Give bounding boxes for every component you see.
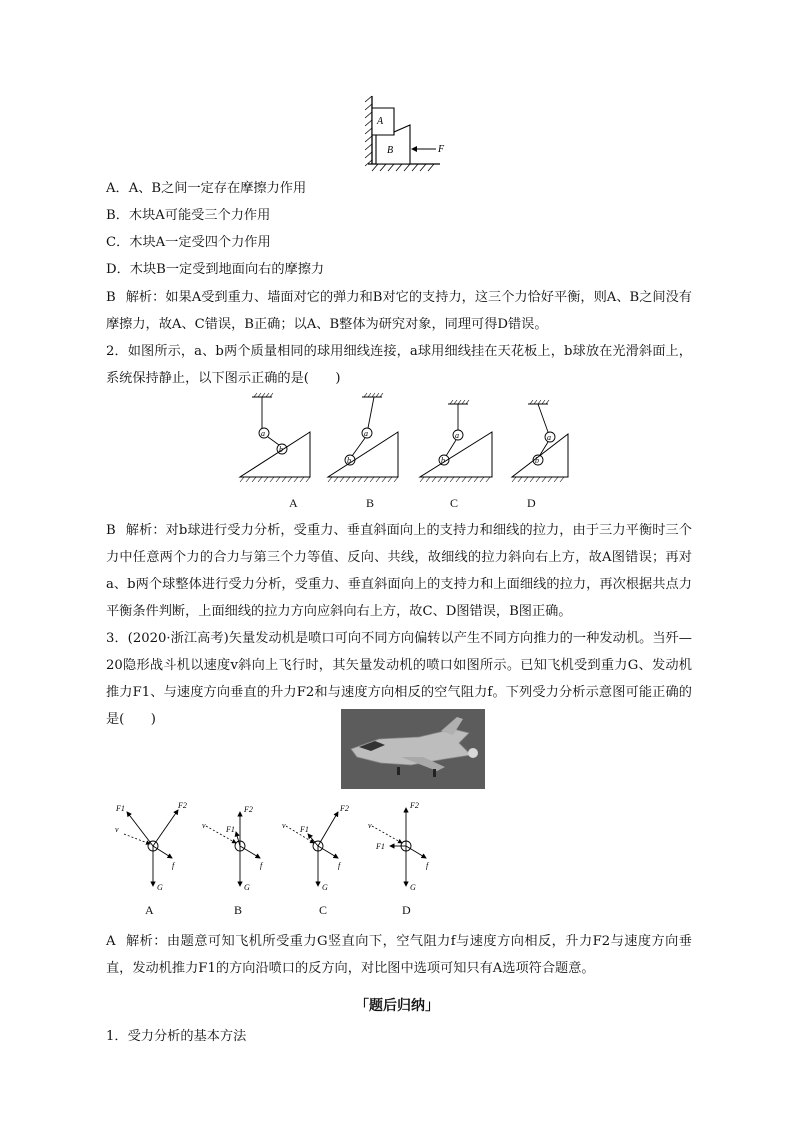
svg-text:a: a xyxy=(547,433,551,442)
q1-label-a: A xyxy=(377,116,384,127)
q3-answer: A xyxy=(106,934,116,949)
q3-force-diagrams xyxy=(110,798,450,898)
q2-figure-b xyxy=(328,393,398,482)
svg-text:v: v xyxy=(368,821,372,830)
svg-text:a: a xyxy=(455,431,459,440)
q2-figure-c xyxy=(420,400,492,482)
q2-label-a: A xyxy=(289,496,298,510)
q1-label-f: F xyxy=(438,144,445,155)
svg-text:f: f xyxy=(172,861,175,870)
q2-label-b: B xyxy=(366,496,375,510)
q1-option-a: A．A、B之间一定存在摩擦力作用 xyxy=(106,181,307,196)
q3-stem: 3．(2020·浙江高考)矢量发动机是喷口可向不同方向偏转以产生不同方向推力的一种发动机。当歼—20隐形战斗机以速度v斜向上飞行时，其矢量发动机的喷口如图所示。已知飞机受到重力G、发动机推力F1、与速度方向垂直的升力F2和与速度方向相反的空气阻力f。下列受力分析示意图可能正确的是( ) xyxy=(106,631,692,727)
q2-figure-d xyxy=(512,400,568,482)
svg-text:f: f xyxy=(426,861,429,870)
q3-diagram-c xyxy=(282,804,349,892)
q2-analysis xyxy=(106,517,692,625)
svg-text:F1: F1 xyxy=(376,842,385,851)
q1-analysis-text: 解析：如果A受到重力、墙面对它的弹力和B对它的支持力，这三个力恰好平衡，则A、B之间没有摩擦力，故A、C错误，B正确；以A、B整体为研究对象，同理可得D错误。 xyxy=(106,290,692,332)
q2-answer: B xyxy=(106,523,116,538)
q3-diagram-b xyxy=(202,805,264,892)
q1-label-b: B xyxy=(387,145,394,156)
q2-analysis-text: 解析：对b球进行受力分析，受重力、垂直斜面向上的支持力和细线的拉力，由于三力平衡时三个力中任意两个力的合力与第三个力等值、反向、共线，故细线的拉力斜向右上方，故A图错误；再对a、b两个球整体进行受力分析，受重力、垂直斜面向上的支持力和上面细线的拉力，再次根据共点力平衡条件判断，上面细线的拉力方向应斜向右上方，故C、D图错误，B图正确。 xyxy=(106,523,692,619)
summary-heading: 「题后归纳」 xyxy=(355,998,439,1014)
jet-photo xyxy=(341,709,485,789)
svg-text:v: v xyxy=(202,821,206,830)
svg-text:b: b xyxy=(279,445,283,454)
svg-text:F2: F2 xyxy=(340,804,349,813)
svg-text:F1: F1 xyxy=(300,825,309,834)
svg-text:v: v xyxy=(115,825,119,834)
q2-figures xyxy=(230,392,570,492)
q3-analysis xyxy=(106,928,692,982)
svg-text:G: G xyxy=(157,883,163,892)
q1-answer: B xyxy=(106,290,116,305)
q1-option-d: D．木块B一定受到地面向右的摩擦力 xyxy=(106,262,325,277)
q3-label-b: B xyxy=(234,903,243,917)
q3-label-d: D xyxy=(402,903,411,917)
svg-text:F1: F1 xyxy=(226,825,235,834)
q1-analysis xyxy=(106,284,692,338)
svg-text:b: b xyxy=(441,456,445,465)
summary-item-1: 1．受力分析的基本方法 xyxy=(106,1029,247,1044)
svg-text:G: G xyxy=(322,883,328,892)
svg-text:F2: F2 xyxy=(244,805,253,814)
q3-label-c: C xyxy=(319,903,328,917)
svg-text:F2: F2 xyxy=(410,801,419,810)
q3-analysis-text: 解析：由题意可知飞机所受重力G竖直向下，空气阻力f与速度方向相反，升力F2与速度方向垂直，发动机推力F1的方向沿喷口的反方向，对比图中选项可知只有A选项符合题意。 xyxy=(106,934,692,976)
svg-text:f: f xyxy=(338,861,341,870)
q1-option-b: B．木块A可能受三个力作用 xyxy=(106,208,271,223)
q1-option-c: C．木块A一定受四个力作用 xyxy=(106,235,271,250)
svg-text:b: b xyxy=(535,456,539,465)
svg-text:G: G xyxy=(244,883,250,892)
q1-figure xyxy=(360,92,470,174)
q2-label-c: C xyxy=(450,496,459,510)
svg-text:v: v xyxy=(282,821,286,830)
svg-text:F1: F1 xyxy=(116,804,125,813)
q3-diagram-a xyxy=(115,801,187,892)
svg-text:b: b xyxy=(347,456,351,465)
svg-text:a: a xyxy=(261,429,265,438)
svg-text:f: f xyxy=(260,861,263,870)
q3-diagram-d xyxy=(368,801,430,892)
svg-text:a: a xyxy=(364,429,368,438)
svg-text:G: G xyxy=(410,883,416,892)
q3-label-a: A xyxy=(145,903,154,917)
q2-figure-a xyxy=(240,393,310,482)
q2-label-d: D xyxy=(527,496,536,510)
svg-text:F2: F2 xyxy=(178,801,187,810)
q2-stem: 2．如图所示，a、b两个质量相同的球用细线连接，a球用细线挂在天花板上，b球放在光滑斜面上，系统保持静止，以下图示正确的是( ) xyxy=(106,344,692,386)
